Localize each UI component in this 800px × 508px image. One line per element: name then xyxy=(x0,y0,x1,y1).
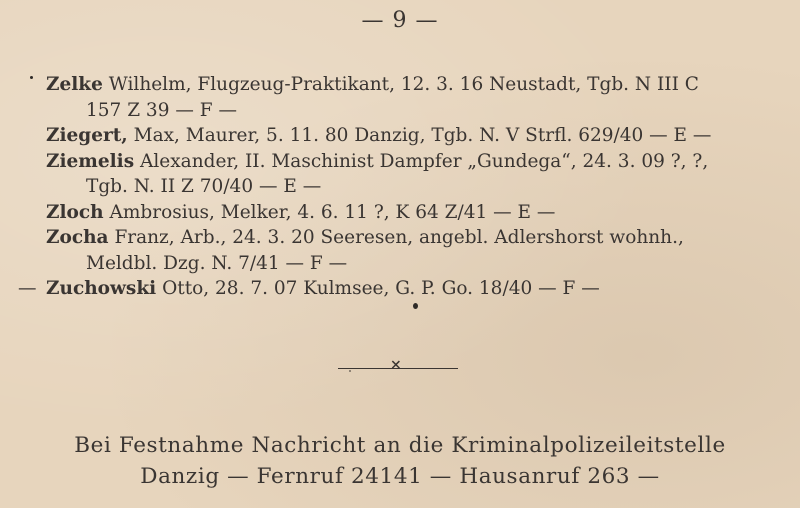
list-item xyxy=(0,72,800,123)
entry-surname: Zloch xyxy=(46,201,104,223)
section-separator xyxy=(338,357,458,373)
list-item xyxy=(0,123,800,149)
list-item xyxy=(0,225,800,276)
entry-continuation: Tgb. N. II Z 70/40 — E — xyxy=(86,176,322,197)
entry-surname: Zocha xyxy=(46,227,109,248)
entry-prefix-dash: — xyxy=(18,278,37,299)
entry-details: Ambrosius, Melker, 4. 6. 11 ?, K 64 Z/41 — E — xyxy=(109,201,556,223)
footer-notice-line-1: Bei Festnahme Nachricht an die Kriminalpolizeileitstelle xyxy=(74,433,726,458)
entry-details: Franz, Arb., 24. 3. 20 Seeresen, angebl. Adlershorst wohnh., xyxy=(114,227,684,248)
entry-surname: Zuchowski xyxy=(46,278,157,299)
entry-details: Otto, 28. 7. 07 Kulmsee, G. P. Go. 18/40 — F — xyxy=(162,278,600,299)
list-item xyxy=(0,200,800,226)
entry-details: Alexander, II. Maschinist Dampfer „Gundega“, 24. 3. 09 ?, ?, xyxy=(140,150,709,172)
entry-line xyxy=(0,276,800,302)
footer-notice-line-2: Danzig — Fernruf 24141 — Hausanruf 263 — xyxy=(140,464,660,489)
ink-speck xyxy=(30,76,33,79)
entry-continuation: Meldbl. Dzg. N. 7/41 — F — xyxy=(86,252,348,274)
entry-line xyxy=(0,72,800,98)
list-item xyxy=(0,149,800,200)
entry-surname: Ziemelis xyxy=(46,150,135,172)
entry-line xyxy=(0,225,800,251)
entry-continuation: 157 Z 39 — F — xyxy=(86,99,237,121)
entry-surname: Zelke xyxy=(46,74,103,95)
entry-details: Wilhelm, Flugzeug-Praktikant, 12. 3. 16 Neustadt, Tgb. N III C xyxy=(108,74,699,95)
entry-line xyxy=(0,149,800,175)
ink-speck xyxy=(349,370,351,372)
page-number: — 9 — xyxy=(361,8,439,33)
entry-line xyxy=(0,200,800,226)
entry-line xyxy=(0,123,800,149)
wanted-persons-list xyxy=(0,72,800,302)
ink-speck xyxy=(413,303,418,309)
entry-details: Max, Maurer, 5. 11. 80 Danzig, Tgb. N. V Strfl. 629/40 — E — xyxy=(133,125,712,146)
list-item xyxy=(0,276,800,302)
entry-surname: Ziegert, xyxy=(46,125,128,146)
separator-mark: × xyxy=(390,357,402,373)
